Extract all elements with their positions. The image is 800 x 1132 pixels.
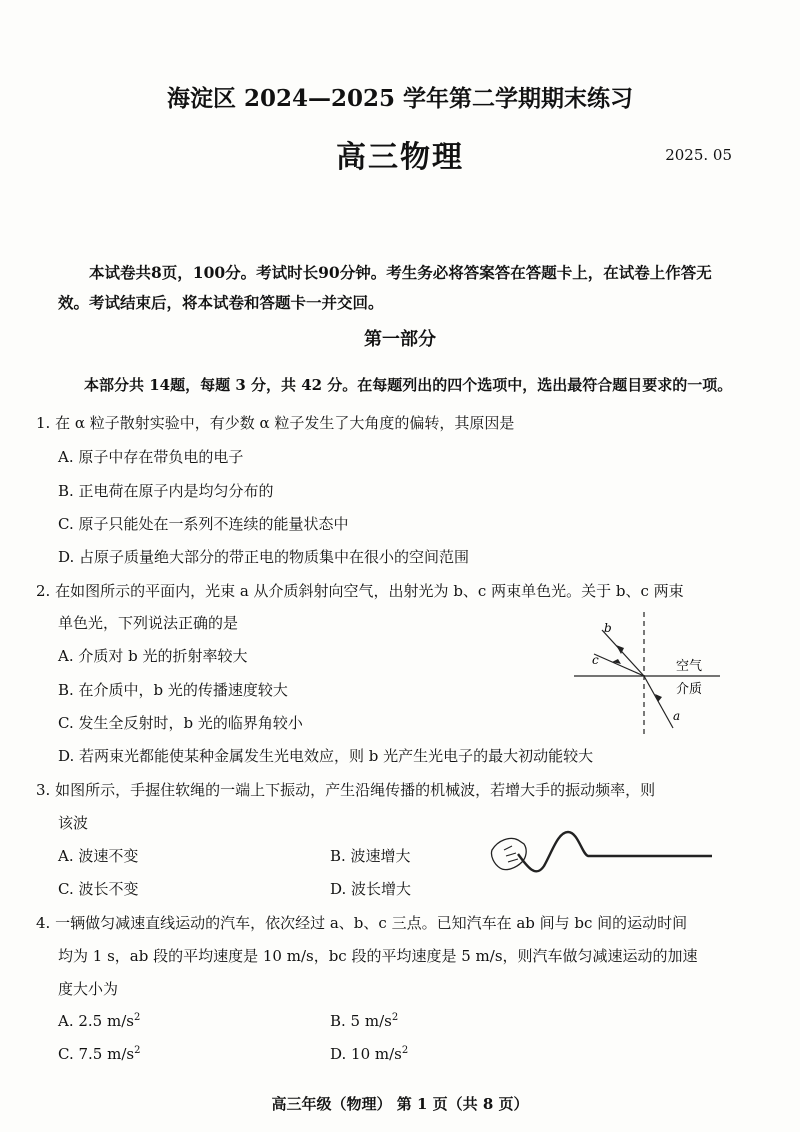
- ray-a-label: a: [673, 709, 681, 723]
- question-3-option-d: D. 波长增大: [330, 880, 412, 898]
- question-2-option-d: D. 若两束光都能使某种金属发生光电效应，则 b 光产生光电子的最大初动能较大: [58, 747, 594, 765]
- question-4-option-d: [330, 1045, 408, 1063]
- question-1-option-d: D. 占原子质量绝大部分的带正电的物质集中在很小的空间范围: [58, 548, 470, 566]
- page-footer: 高三年级（物理） 第 1 页（共 8 页）: [271, 1095, 529, 1113]
- ray-a: [644, 676, 673, 728]
- rope-wave: [518, 832, 712, 871]
- option-c-exponent: 2: [134, 1045, 141, 1056]
- question-2-stem-line2: 单色光，下列说法正确的是: [58, 614, 239, 632]
- exam-subject: 高三物理: [336, 140, 464, 175]
- option-d-exponent: 2: [401, 1045, 409, 1056]
- question-4-stem-line2: 均为 1 s，ab 段的平均速度是 10 m/s，bc 段的平均速度是 5 m/s，则汽车做匀减速运动的加速: [58, 947, 698, 965]
- refraction-diagram: [572, 608, 722, 738]
- question-4-option-a: [58, 1012, 140, 1030]
- option-a-text: A. 2.5 m/s: [58, 1012, 134, 1030]
- exam-title: 海淀区 2024—2025 学年第二学期期末练习: [166, 85, 634, 112]
- exam-intro: 本试卷共8页，100分。考试时长90分钟。考生务必将答案答在答题卡上，在试卷上作答无效。考试结束后，将本试卷和答题卡一并交回。: [58, 263, 712, 312]
- option-c-text: C. 7.5 m/s: [58, 1045, 135, 1063]
- part-instruction: 本部分共 14题，每题 3 分，共 42 分。在每题列出的四个选项中，选出最符合题目要求的一项。: [84, 376, 733, 394]
- ray-c: [594, 654, 644, 676]
- hand-icon: [491, 838, 526, 869]
- question-1-option-c: C. 原子只能处在一系列不连续的能量状态中: [58, 515, 349, 533]
- question-2-option-b: B. 在介质中，b 光的传播速度较大: [58, 681, 288, 699]
- question-4-stem-line3: 度大小为: [58, 980, 119, 998]
- question-1-option-b: B. 正电荷在原子内是均匀分布的: [58, 482, 274, 500]
- question-4-option-c: [58, 1045, 140, 1063]
- medium-label: 介质: [676, 682, 703, 697]
- question-4-option-b: [330, 1012, 398, 1030]
- hand-fingers: [504, 846, 518, 862]
- ray-b-label: b: [604, 621, 612, 635]
- question-3-stem-line1: 3. 如图所示，手握住软绳的一端上下振动，产生沿绳传播的机械波，若增大手的振动频率，则: [36, 781, 656, 799]
- question-3-option-a: A. 波速不变: [58, 847, 139, 865]
- question-1-stem: 1. 在 α 粒子散射实验中，有少数 α 粒子发生了大角度的偏转，其原因是: [36, 414, 515, 432]
- question-2-stem-line1: 2. 在如图所示的平面内，光束 a 从介质斜射向空气，出射光为 b、c 两束单色光。关于 b、c 两束: [36, 582, 684, 600]
- ray-c-label: c: [592, 653, 599, 667]
- part-title: 第一部分: [364, 329, 436, 350]
- option-d-text: D. 10 m/s: [330, 1045, 402, 1063]
- option-a-exponent: 2: [133, 1012, 141, 1023]
- question-2-option-a: A. 介质对 b 光的折射率较大: [58, 647, 248, 665]
- rope-wave-diagram: [484, 826, 716, 886]
- ray-b: [602, 630, 644, 676]
- question-4-stem-line1: 4. 一辆做匀减速直线运动的汽车，依次经过 a、b、c 三点。已知汽车在 ab 间与 bc 间的运动时间: [36, 914, 688, 932]
- option-b-exponent: 2: [391, 1012, 399, 1023]
- exam-date: 2025. 05: [665, 146, 732, 164]
- question-3-option-c: C. 波长不变: [58, 880, 139, 898]
- air-label: 空气: [676, 659, 703, 674]
- question-3-stem-line2: 该波: [58, 814, 89, 832]
- question-1-option-a: A. 原子中存在带负电的电子: [58, 448, 244, 466]
- question-2-option-c: C. 发生全反射时，b 光的临界角较小: [58, 714, 303, 732]
- option-b-text: B. 5 m/s: [330, 1012, 392, 1030]
- question-3-option-b: B. 波速增大: [330, 847, 411, 865]
